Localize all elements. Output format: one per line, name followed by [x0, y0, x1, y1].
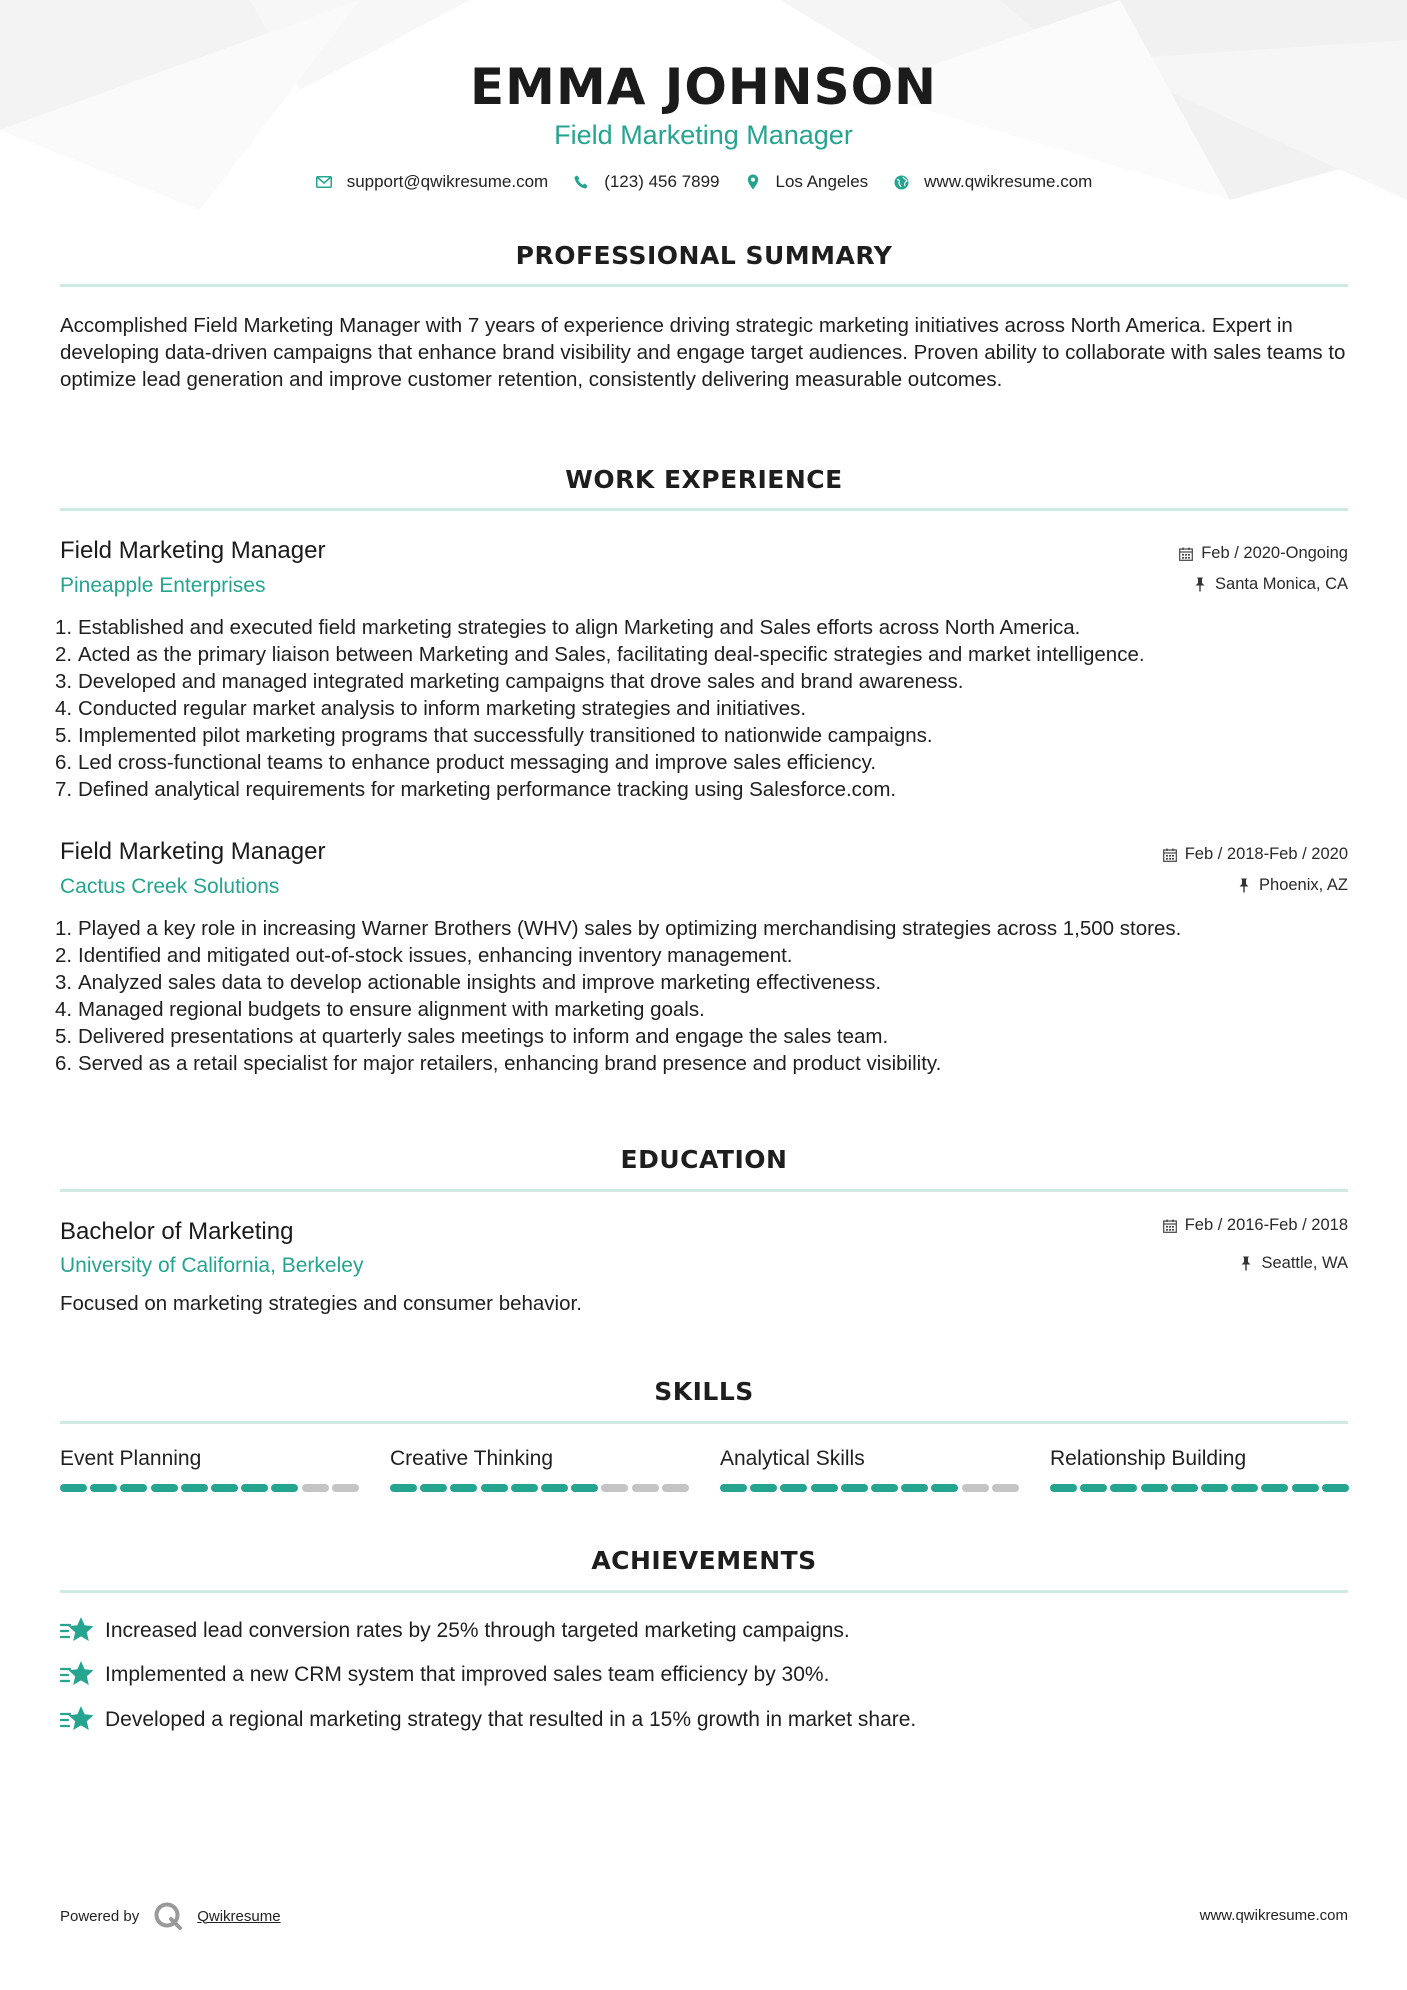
skill-rating: [1050, 1484, 1350, 1492]
job-location-2-text: Phoenix, AZ: [1259, 876, 1348, 894]
skill-dot-filled: [120, 1484, 147, 1492]
skill-dot-filled: [780, 1484, 807, 1492]
skill-dot-filled: [450, 1484, 477, 1492]
calendar-icon: [1178, 546, 1194, 562]
skill-dot-filled: [841, 1484, 868, 1492]
list-item: 5. Implemented pilot marketing programs that successfully transitioned to nationwide campaigns.: [55, 724, 933, 747]
skill-dot-filled: [1171, 1484, 1198, 1492]
list-item: 6. Served as a retail specialist for major retailers, enhancing brand presence and product visibility.: [55, 1052, 942, 1075]
job-dates-2-text: Feb / 2018-Feb / 2020: [1184, 845, 1348, 863]
achievement-item: [60, 1616, 1350, 1646]
star-icon: [60, 1616, 94, 1646]
qwikresume-link[interactable]: Qwikresume: [197, 1907, 281, 1925]
list-item: 2. Acted as the primary liaison between Marketing and Sales, facilitating deal-specific strategies and market intelligence.: [55, 643, 1145, 666]
education-location: [1238, 1254, 1348, 1273]
candidate-name: EMMA JOHNSON: [470, 58, 937, 116]
skill-dot-filled: [241, 1484, 268, 1492]
skill-dot-filled: [271, 1484, 298, 1492]
skill-dot-filled: [1110, 1484, 1137, 1492]
skill-dot-filled: [1322, 1484, 1349, 1492]
list-item: 3. Developed and managed integrated marketing campaigns that drove sales and brand awareness.: [55, 670, 964, 693]
summary-text: Accomplished Field Marketing Manager with 7 years of experience driving strategic marketing initiatives across North America. Expert in developing data-driven campaigns that enhance brand visibility and engage target audiences. Proven ability to collaborate with sales teams to optimize lead generation and improve customer retention, consistently delivering measurable outcomes.: [60, 314, 1346, 391]
achievements-heading: ACHIEVEMENTS: [591, 1546, 817, 1575]
calendar-icon: [1162, 1218, 1178, 1234]
job-dates-2: [1162, 845, 1348, 864]
skill-label: Relationship Building: [1050, 1447, 1247, 1470]
candidate-title: Field Marketing Manager: [554, 120, 853, 150]
skill-dot-empty: [992, 1484, 1019, 1492]
achievement-text: Implemented a new CRM system that improved sales team efficiency by 30%.: [105, 1663, 830, 1686]
qwikresume-logo-icon: [153, 1901, 183, 1931]
education-dates-text: Feb / 2016-Feb / 2018: [1184, 1216, 1348, 1234]
skill-dot-filled: [901, 1484, 928, 1492]
skill-dot-filled: [1201, 1484, 1228, 1492]
skill-dot-filled: [811, 1484, 838, 1492]
skill-dot-empty: [601, 1484, 628, 1492]
job-title-2: Field Marketing Manager: [60, 838, 326, 865]
contact-email-text: support@qwikresume.com: [346, 172, 549, 191]
pushpin-icon: [1236, 878, 1252, 894]
contact-location-text: Los Angeles: [775, 172, 869, 191]
education-school: University of California, Berkeley: [60, 1254, 364, 1277]
experience-divider: [60, 508, 1348, 511]
list-item: 3. Analyzed sales data to develop actionable insights and improve marketing effectiveness.: [55, 971, 882, 994]
envelope-icon: [315, 173, 333, 191]
skill-dot-filled: [1231, 1484, 1258, 1492]
skill-rating: [720, 1484, 1020, 1492]
list-item: 4. Conducted regular market analysis to inform marketing strategies and initiatives.: [55, 697, 807, 720]
job-location-2: [1236, 876, 1348, 895]
skill-dot-filled: [541, 1484, 568, 1492]
skills-heading: SKILLS: [654, 1377, 754, 1406]
skill-rating: [390, 1484, 690, 1492]
education-divider: [60, 1189, 1348, 1192]
list-item: 4. Managed regional budgets to ensure alignment with marketing goals.: [55, 998, 705, 1021]
job-dates-1: [1178, 544, 1348, 563]
list-item: 7. Defined analytical requirements for marketing performance tracking using Salesforce.com.: [55, 778, 897, 801]
education-degree: Bachelor of Marketing: [60, 1218, 294, 1245]
skill-dot-filled: [931, 1484, 958, 1492]
skill-dot-filled: [511, 1484, 538, 1492]
skill-dot-filled: [420, 1484, 447, 1492]
contact-website-text: www.qwikresume.com: [924, 172, 1093, 191]
footer-website-link[interactable]: www.qwikresume.com: [1199, 1907, 1348, 1924]
star-icon: [60, 1705, 94, 1735]
skill-dot-filled: [390, 1484, 417, 1492]
job-bullets-2: [55, 915, 1350, 1077]
contact-phone[interactable]: [572, 172, 719, 192]
list-item: 6. Led cross-functional teams to enhance product messaging and improve sales efficiency.: [55, 751, 877, 774]
skill-rating: [60, 1484, 360, 1492]
skill-item: [60, 1447, 360, 1492]
job-dates-1-text: Feb / 2020-Ongoing: [1201, 544, 1348, 562]
job-company-2: Cactus Creek Solutions: [60, 875, 280, 898]
achievement-item: [60, 1705, 1350, 1735]
skill-label: Event Planning: [60, 1447, 202, 1470]
job-bullets-1: [55, 614, 1350, 803]
contact-phone-text: (123) 456 7899: [604, 172, 720, 191]
summary-heading: PROFESSIONAL SUMMARY: [515, 241, 893, 270]
skill-item: [390, 1447, 690, 1492]
skill-dot-filled: [750, 1484, 777, 1492]
skill-dot-filled: [571, 1484, 598, 1492]
achievement-item: [60, 1660, 1350, 1690]
job-company-1: Pineapple Enterprises: [60, 574, 266, 597]
achievement-text: Developed a regional marketing strategy that resulted in a 15% growth in market share.: [105, 1708, 917, 1731]
skill-item: [1050, 1447, 1350, 1492]
skill-dot-filled: [151, 1484, 178, 1492]
education-heading: EDUCATION: [620, 1145, 788, 1174]
powered-by-label: Powered by: [60, 1907, 140, 1925]
phone-icon: [572, 173, 590, 191]
globe-icon: [892, 173, 910, 191]
calendar-icon: [1162, 847, 1178, 863]
footer-powered-by: [60, 1901, 281, 1931]
star-icon: [60, 1660, 94, 1690]
skill-item: [720, 1447, 1020, 1492]
skill-dot-filled: [181, 1484, 208, 1492]
skill-dot-empty: [662, 1484, 689, 1492]
list-item: 1. Played a key role in increasing Warner Brothers (WHV) sales by optimizing merchandising strategies across 1,500 stores.: [55, 917, 1182, 940]
skill-dot-filled: [211, 1484, 238, 1492]
list-item: 1. Established and executed field marketing strategies to align Marketing and Sales efforts across North America.: [55, 616, 1081, 639]
skill-dot-filled: [1261, 1484, 1288, 1492]
education-location-text: Seattle, WA: [1261, 1254, 1348, 1272]
skill-dot-empty: [632, 1484, 659, 1492]
skill-dot-filled: [90, 1484, 117, 1492]
summary-divider: [60, 284, 1348, 287]
pushpin-icon: [1192, 577, 1208, 593]
education-dates: [1162, 1216, 1348, 1235]
skill-label: Analytical Skills: [720, 1447, 865, 1470]
skill-dot-filled: [720, 1484, 747, 1492]
job-title-1: Field Marketing Manager: [60, 537, 326, 564]
skill-dot-filled: [1050, 1484, 1077, 1492]
skill-dot-filled: [1080, 1484, 1107, 1492]
skill-dot-filled: [60, 1484, 87, 1492]
pushpin-icon: [1238, 1256, 1254, 1272]
skill-dot-filled: [481, 1484, 508, 1492]
skill-label: Creative Thinking: [390, 1447, 554, 1470]
achievements-divider: [60, 1590, 1348, 1593]
job-location-1-text: Santa Monica, CA: [1215, 575, 1348, 593]
contact-email[interactable]: [315, 172, 549, 192]
skill-dot-filled: [1141, 1484, 1168, 1492]
skills-grid: [60, 1447, 1350, 1492]
experience-heading: WORK EXPERIENCE: [565, 465, 843, 494]
contact-location: [744, 172, 869, 192]
list-item: 2. Identified and mitigated out-of-stock issues, enhancing inventory management.: [55, 944, 793, 967]
list-item: 5. Delivered presentations at quarterly sales meetings to inform and engage the sales team.: [55, 1025, 889, 1048]
skill-dot-empty: [332, 1484, 359, 1492]
skill-dot-empty: [962, 1484, 989, 1492]
skills-divider: [60, 1421, 1348, 1424]
skill-dot-filled: [1292, 1484, 1319, 1492]
map-pin-icon: [744, 173, 762, 191]
job-location-1: [1192, 575, 1348, 594]
achievement-text: Increased lead conversion rates by 25% through targeted marketing campaigns.: [105, 1619, 850, 1642]
contact-bar: [0, 172, 1407, 192]
skill-dot-filled: [871, 1484, 898, 1492]
skill-dot-empty: [302, 1484, 329, 1492]
education-description: Focused on marketing strategies and consumer behavior.: [60, 1292, 582, 1315]
contact-website[interactable]: [892, 172, 1092, 192]
